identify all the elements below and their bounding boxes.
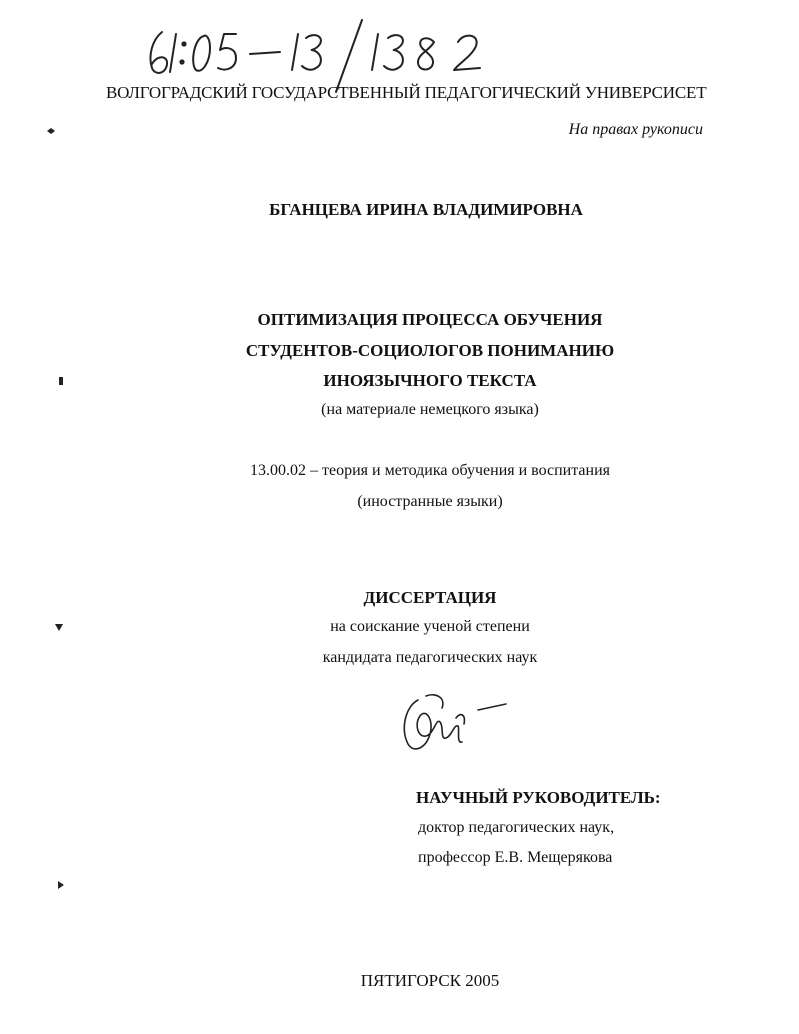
binding-mark-3 <box>54 622 64 632</box>
title-line-1: ОПТИМИЗАЦИЯ ПРОЦЕССА ОБУЧЕНИЯ <box>257 310 603 329</box>
specialty-code: 13.00.02 – теория и методика обучения и воспитания <box>249 462 611 479</box>
title-line-2: СТУДЕНТОВ-СОЦИОЛОГОВ ПОНИМАНИЮ <box>245 341 615 360</box>
university-name: ВОЛГОГРАДСКИЙ ГОСУДАРСТВЕННЫЙ ПЕДАГОГИЧЕСКИЙ УНИВЕРСИСЕТ <box>106 83 707 102</box>
degree-line-2: кандидата педагогических наук <box>322 649 538 666</box>
binding-mark-2 <box>56 376 66 386</box>
city-year: ПЯТИГОРСК 2005 <box>360 971 500 990</box>
title-subtitle: (на материале немецкого языка) <box>321 401 539 418</box>
supervisor-title: доктор педагогических наук, <box>418 819 615 836</box>
manuscript-note: На правах рукописи <box>568 121 703 138</box>
binding-mark-4 <box>56 880 66 890</box>
specialty-field: (иностранные языки) <box>357 493 503 510</box>
supervisor-name: профессор Е.В. Мещерякова <box>418 849 613 866</box>
binding-mark-1 <box>46 126 56 136</box>
work-type: ДИССЕРТАЦИЯ <box>363 588 497 607</box>
degree-line-1: на соискание ученой степени <box>330 618 530 635</box>
title-line-3: ИНОЯЗЫЧНОГО ТЕКСТА <box>323 371 537 390</box>
supervisor-heading: НАУЧНЫЙ РУКОВОДИТЕЛЬ: <box>416 788 661 807</box>
author-signature <box>396 688 516 758</box>
author-name: БГАНЦЕВА ИРИНА ВЛАДИМИРОВНА <box>269 200 583 219</box>
